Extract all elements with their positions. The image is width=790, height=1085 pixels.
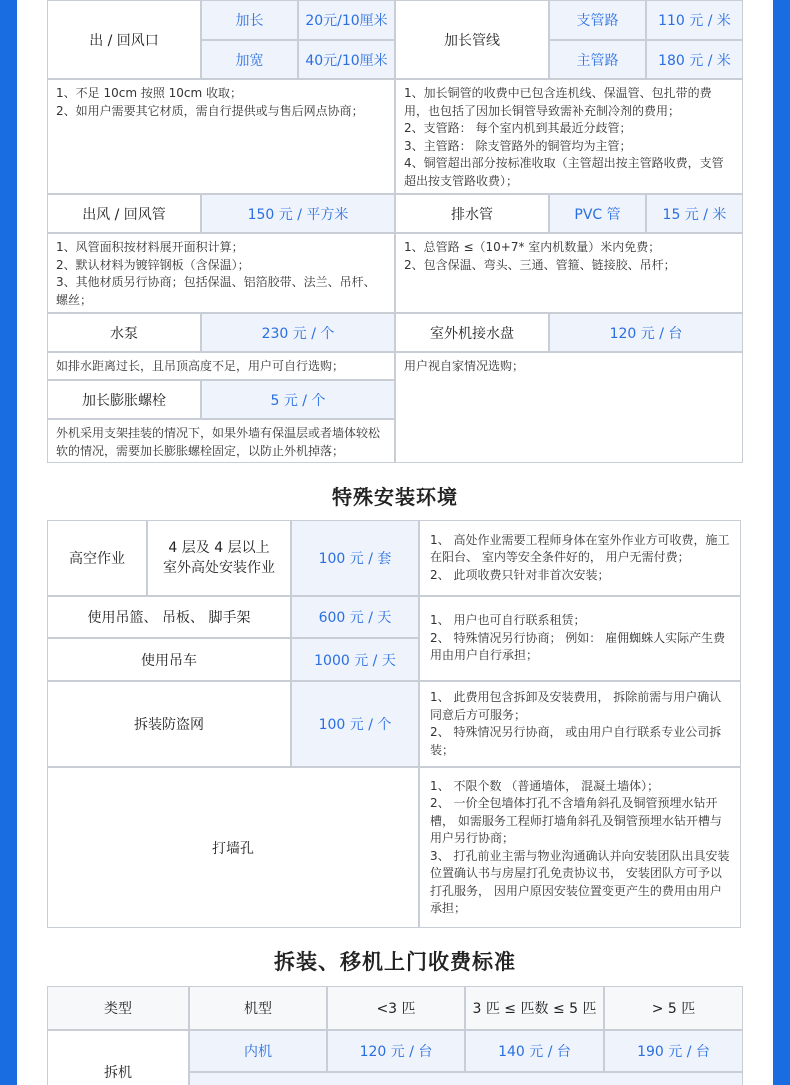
move-title: 拆装、移机上门收费标准 — [274, 950, 516, 974]
duct-note: 1、风管面积按材料展开面积计算； 2、默认材料为镀锌钢板（含保温）； 3、其他材质另行协商；包括保温、铝箔胶带、法兰、吊杆、螺丝； — [47, 233, 395, 313]
duct-label: 出风 / 回风管 — [47, 194, 201, 233]
drain-label: 排水管 — [395, 194, 549, 233]
basket-label: 使用吊篮、 吊板、 脚手架 — [47, 596, 291, 638]
price-sheet — [17, 0, 773, 1085]
high-note: 1、 高处作业需要工程师身体在室外作业方可收费，施工在阳台、 室内等安全条件好的， 用户无需付费； 2、 此项收费只针对非首次安装； — [419, 520, 741, 596]
branch-label: 支管路 — [549, 0, 646, 40]
row-price-lt3: 120 元 / 台 — [327, 1030, 465, 1072]
extend-price: 20元/10厘米 — [298, 0, 395, 40]
net-price: 100 元 / 个 — [291, 681, 419, 767]
high-label: 高空作业 — [47, 520, 147, 596]
header-gt5: > 5 匹 — [604, 986, 743, 1030]
tray-label: 室外机接水盘 — [395, 313, 549, 352]
pipe-label: 加长管线 — [395, 0, 549, 79]
outlet-note: 1、不足 10cm 按照 10cm 收取； 2、如用户需要其它材质，需自行提供或与售后网点协商； — [47, 79, 395, 194]
row2-partial — [189, 1072, 743, 1085]
net-note: 1、 此费用包含拆卸及安装费用， 拆除前需与用户确认同意后方可服务； 2、 特殊情况另行协商， 或由用户自行联系专业公司拆装； — [419, 681, 741, 767]
branch-price: 110 元 / 米 — [646, 0, 743, 40]
pump-price: 230 元 / 个 — [201, 313, 395, 352]
outlet-label: 出 / 回风口 — [47, 0, 201, 79]
drain-material: PVC 管 — [549, 194, 646, 233]
main-label: 主管路 — [549, 40, 646, 79]
header-type: 类型 — [47, 986, 189, 1030]
pipe-note: 1、加长铜管的收费中已包含连机线、保温管、包扎带的费用，也包括了因加长铜管导致需补充制冷剂的费用； 2、支管路： 每个室内机到其最近分歧管； 3、主管路： 除支管路外的铜管均为主管； 4、铜管超出部分按标准收取（主管超出按主管路收费，支管超出按支管路收费）； — [395, 79, 743, 194]
pump-note: 如排水距离过长，且吊顶高度不足，用户可自行选购； — [47, 352, 395, 380]
drain-note: 1、总管路 ≤（10+7* 室内机数量）米内免费； 2、包含保温、弯头、三通、管箍、链接胶、吊杆； — [395, 233, 743, 313]
crane-price: 1000 元 / 天 — [291, 638, 419, 681]
high-desc: 4 层及 4 层以上 室外高处安装作业 — [147, 520, 291, 596]
header-lt3: <3 匹 — [327, 986, 465, 1030]
header-model: 机型 — [189, 986, 327, 1030]
special-title: 特殊安装环境 — [332, 485, 458, 509]
hole-note: 1、 不限个数 （普通墙体， 混凝土墙体）； 2、 一价全包墙体打孔不含墙角斜孔及铜管预埋水钻开槽， 如需服务工程师打墙角斜孔及铜管预埋水钻开槽与用户另行协商； 3、 打孔前业主需与物业沟通确认并向安装团队出具安装位置确认书与房屋打孔免责协议书， 安装团队方可予以打孔服务， 因用户原因安装位置变更产生的费用由用户承担； — [419, 767, 741, 928]
crane-label: 使用吊车 — [47, 638, 291, 681]
extend-label: 加长 — [201, 0, 298, 40]
basket-note: 1、 用户也可自行联系租赁； 2、 特殊情况另行协商； 例如： 雇佣蜘蛛人实际产生费用由用户自行承担； — [419, 596, 741, 681]
basket-price: 600 元 / 天 — [291, 596, 419, 638]
pump-label: 水泵 — [47, 313, 201, 352]
net-label: 拆装防盗网 — [47, 681, 291, 767]
tray-price: 120 元 / 台 — [549, 313, 743, 352]
bolt-note: 外机采用支架挂装的情况下，如果外墙有保温层或者墙体较松软的情况，需要加长膨胀螺栓固定，以防止外机掉落； — [47, 419, 395, 463]
hole-label: 打墙孔 — [47, 767, 419, 928]
main-price: 180 元 / 米 — [646, 40, 743, 79]
bolt-label: 加长膨胀螺栓 — [47, 380, 201, 419]
bolt-price: 5 元 / 个 — [201, 380, 395, 419]
header-3to5: 3 匹 ≤ 匹数 ≤ 5 匹 — [465, 986, 604, 1030]
tray-note: 用户视自家情况选购； — [395, 352, 743, 463]
widen-label: 加宽 — [201, 40, 298, 79]
duct-price: 150 元 / 平方米 — [201, 194, 395, 233]
high-price: 100 元 / 套 — [291, 520, 419, 596]
widen-price: 40元/10厘米 — [298, 40, 395, 79]
row-type: 拆机 — [47, 1030, 189, 1085]
row-price-gt5: 190 元 / 台 — [604, 1030, 743, 1072]
row-model: 内机 — [189, 1030, 327, 1072]
row-price-3to5: 140 元 / 台 — [465, 1030, 604, 1072]
drain-price: 15 元 / 米 — [646, 194, 743, 233]
